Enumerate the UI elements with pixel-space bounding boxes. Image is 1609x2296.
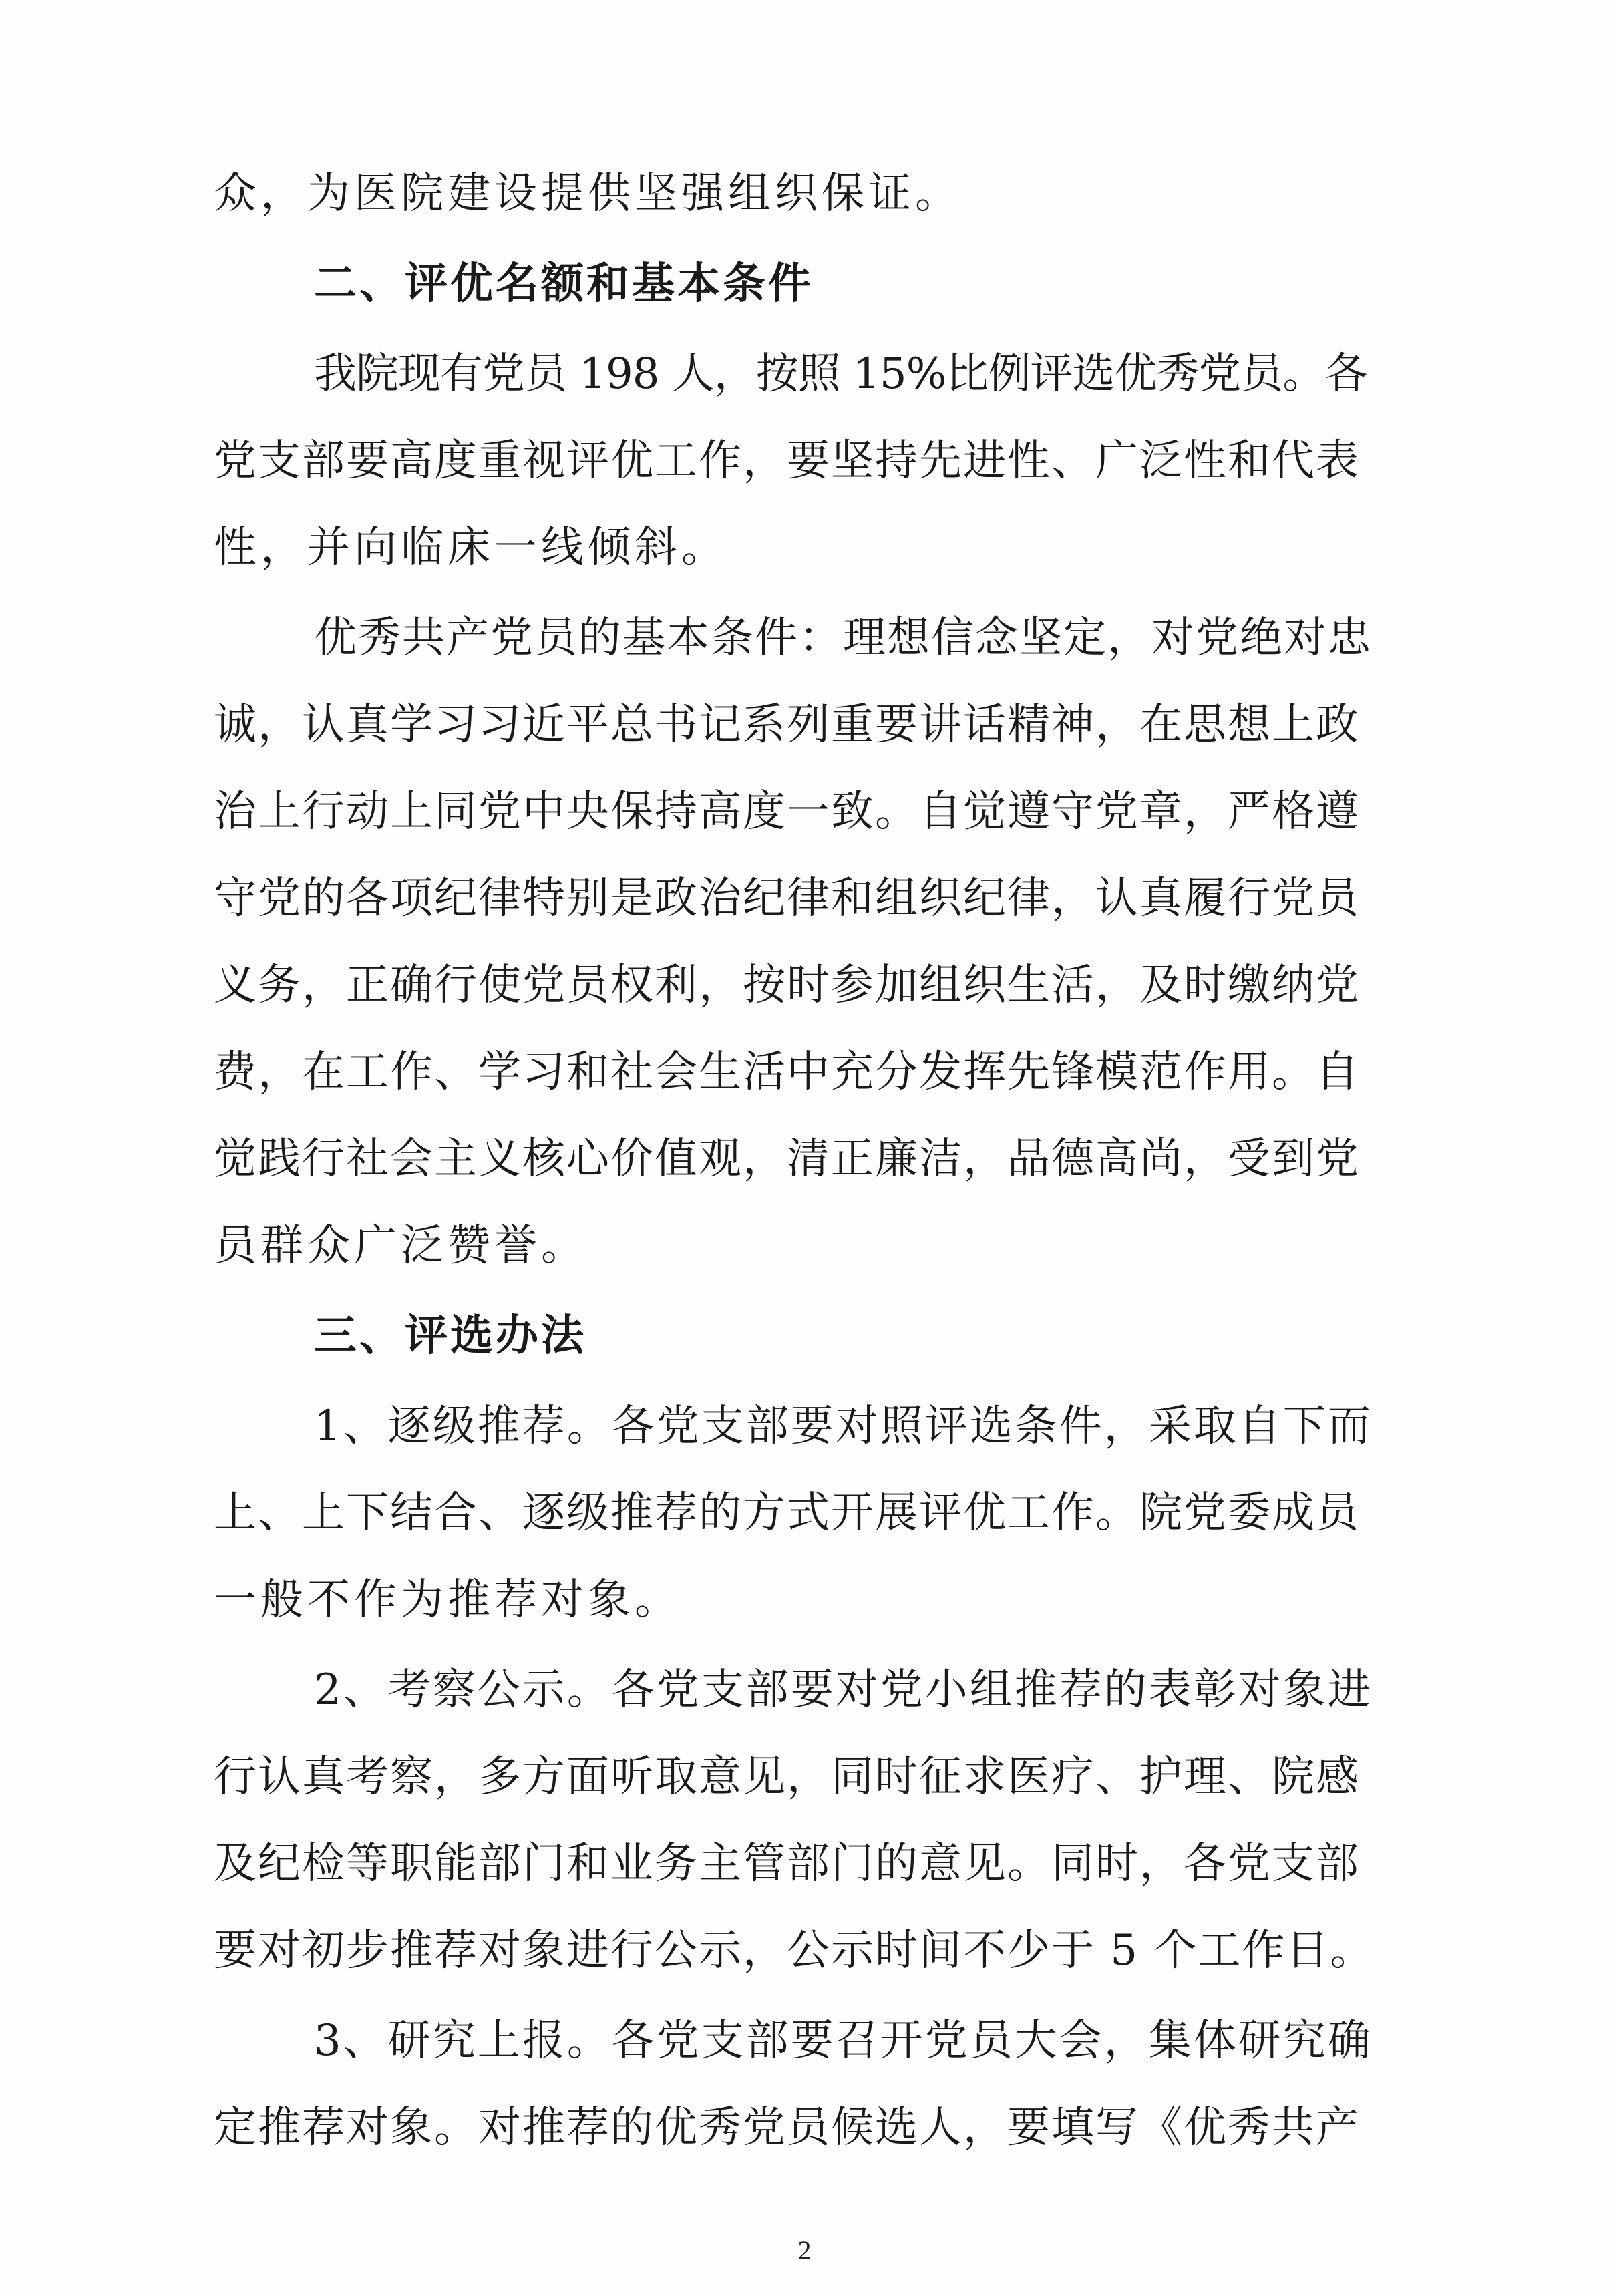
paragraph-line: 诚，认真学习习近平总书记系列重要讲话精神，在思想上政 — [214, 700, 1360, 750]
paragraph-line: 1、逐级推荐。各党支部要对照评选条件，采取自下而 — [314, 1402, 1373, 1451]
paragraph-line: 治上行动上同党中央保持高度一致。自觉遵守党章，严格遵 — [214, 787, 1360, 836]
section-heading: 二、评优名额和基本条件 — [314, 259, 814, 309]
paragraph-line: 我院现有党员 198 人，按照 15%比例评选优秀党员。各 — [314, 349, 1367, 399]
paragraph-line: 觉践行社会主义核心价值观，清正廉洁，品德高尚，受到党 — [214, 1134, 1360, 1184]
paragraph-line: 3、研究上报。各党支部要召开党员大会，集体研究确 — [314, 2016, 1373, 2066]
paragraph-line: 及纪检等职能部门和业务主管部门的意见。同时，各党支部 — [214, 1839, 1360, 1889]
paragraph-line: 优秀共产党员的基本条件：理想信念坚定，对党绝对忠 — [314, 613, 1372, 663]
paragraph-line: 员群众广泛赞誉。 — [214, 1221, 588, 1271]
page-number: 2 — [797, 2235, 812, 2265]
paragraph-line: 上、上下结合、逐级推荐的方式开展评优工作。院党委成员 — [214, 1488, 1360, 1538]
paragraph-line: 守党的各项纪律特别是政治纪律和组织纪律，认真履行党员 — [214, 874, 1360, 923]
paragraph-line: 要对初步推荐对象进行公示，公示时间不少于 5 个工作日。 — [214, 1926, 1375, 1975]
paragraph-line: 性，并向临床一线倾斜。 — [214, 523, 728, 572]
paragraph-line: 众，为医院建设提供坚强组织保证。 — [214, 169, 962, 218]
section-heading: 三、评选办法 — [314, 1311, 586, 1361]
paragraph-line: 定推荐对象。对推荐的优秀党员候选人，要填写《优秀共产 — [214, 2103, 1360, 2152]
paragraph-line: 一般不作为推荐对象。 — [214, 1575, 681, 1625]
paragraph-line: 2、考察公示。各党支部要对党小组推荐的表彰对象进 — [314, 1665, 1373, 1715]
paragraph-line: 义务，正确行使党员权利，按时参加组织生活，及时缴纳党 — [214, 961, 1360, 1010]
paragraph-line: 党支部要高度重视评优工作，要坚持先进性、广泛性和代表 — [214, 436, 1360, 486]
paragraph-line: 行认真考察，多方面听取意见，同时征求医疗、护理、院感 — [214, 1752, 1360, 1802]
paragraph-line: 费，在工作、学习和社会生活中充分发挥先锋模范作用。自 — [214, 1047, 1360, 1097]
